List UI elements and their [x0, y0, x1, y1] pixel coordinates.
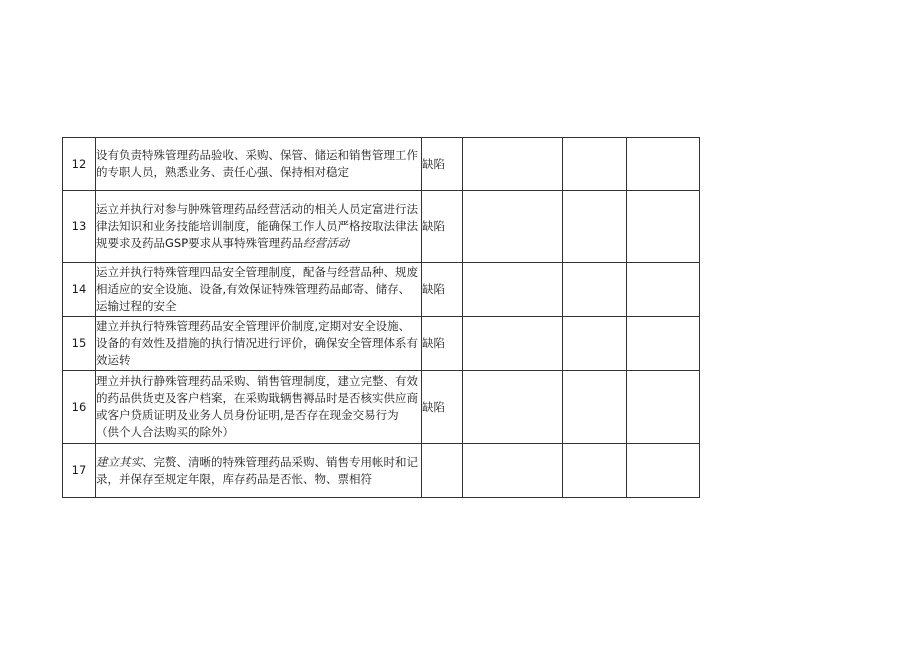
check-item-text-italic: 建立其实	[96, 454, 142, 469]
empty-cell	[627, 317, 700, 371]
empty-cell	[463, 138, 563, 191]
empty-cell	[627, 371, 700, 444]
inspection-checklist-table	[62, 137, 700, 498]
defect-type: 缺陷	[422, 317, 463, 371]
empty-cell	[463, 317, 563, 371]
empty-cell	[627, 263, 700, 317]
check-item-text: 建立并执行特殊管理药品安全管理评价制度,定期对安全设施、设备的有效性及措施的执行情况进行评价，确保安全管理体系有效运转	[96, 317, 422, 371]
table-row	[63, 138, 700, 191]
table-row	[63, 263, 700, 317]
check-item-text: 运立并执行特殊管理四品安全管理制度，配备与经营品种、规废相适应的安全设施、设备,有效保证特殊管理药品邮寄、储存、运输过程的安全	[96, 263, 422, 317]
empty-cell	[627, 444, 700, 498]
empty-cell	[563, 263, 627, 317]
empty-cell	[563, 191, 627, 263]
defect-type	[422, 444, 463, 498]
defect-type: 缺陷	[422, 371, 463, 444]
check-item-text: 理立并执行静殊管理药品采购、销售管理制度，建立完整、有效的药品供货吏及客户档案，在采购戢辆售褥品时是否核实供应商或客户贷质证明及业务人员身份证明,是否存在现金交易行为（供个人合法购买的除外）	[96, 371, 422, 444]
empty-cell	[463, 444, 563, 498]
empty-cell	[463, 371, 563, 444]
table-row	[63, 191, 700, 263]
defect-type: 缺陷	[422, 138, 463, 191]
defect-type: 缺陷	[422, 191, 463, 263]
empty-cell	[627, 191, 700, 263]
check-item-text-italic: 经营活动	[303, 236, 350, 250]
row-number: 15	[63, 317, 96, 371]
row-number: 17	[63, 444, 96, 498]
row-number: 16	[63, 371, 96, 444]
row-number: 12	[63, 138, 96, 191]
empty-cell	[627, 138, 700, 191]
empty-cell	[563, 444, 627, 498]
empty-cell	[463, 191, 563, 263]
empty-cell	[463, 263, 563, 317]
check-item-text: 设有负责特殊管理药品验收、采购、保管、储运和销售管理工作的专职人员，熟悉业务、责任心强、保持相对稳定	[96, 138, 422, 191]
check-item-text-main: 运立并执行对参与肿殊管理药品经营活动的相关人员定富进行法律法知识和业务技能培训制度，能确保工作人员严格按取法律法规要求及药品GSP要求从事特殊管理药品	[96, 202, 418, 250]
empty-cell	[563, 317, 627, 371]
table-row	[63, 317, 700, 371]
check-item-text	[96, 444, 422, 498]
table-row	[63, 444, 700, 498]
check-item-text	[96, 191, 422, 263]
empty-cell	[563, 371, 627, 444]
empty-cell	[563, 138, 627, 191]
row-number: 13	[63, 191, 96, 263]
defect-type: 缺陷	[422, 263, 463, 317]
table-row	[63, 371, 700, 444]
check-item-text-main: 、完赘、清晰的特殊管理药品采购、销售专用帐时和记录，并保存至规定年限，库存药品是否怅、物、票相符	[96, 454, 418, 486]
row-number: 14	[63, 263, 96, 317]
